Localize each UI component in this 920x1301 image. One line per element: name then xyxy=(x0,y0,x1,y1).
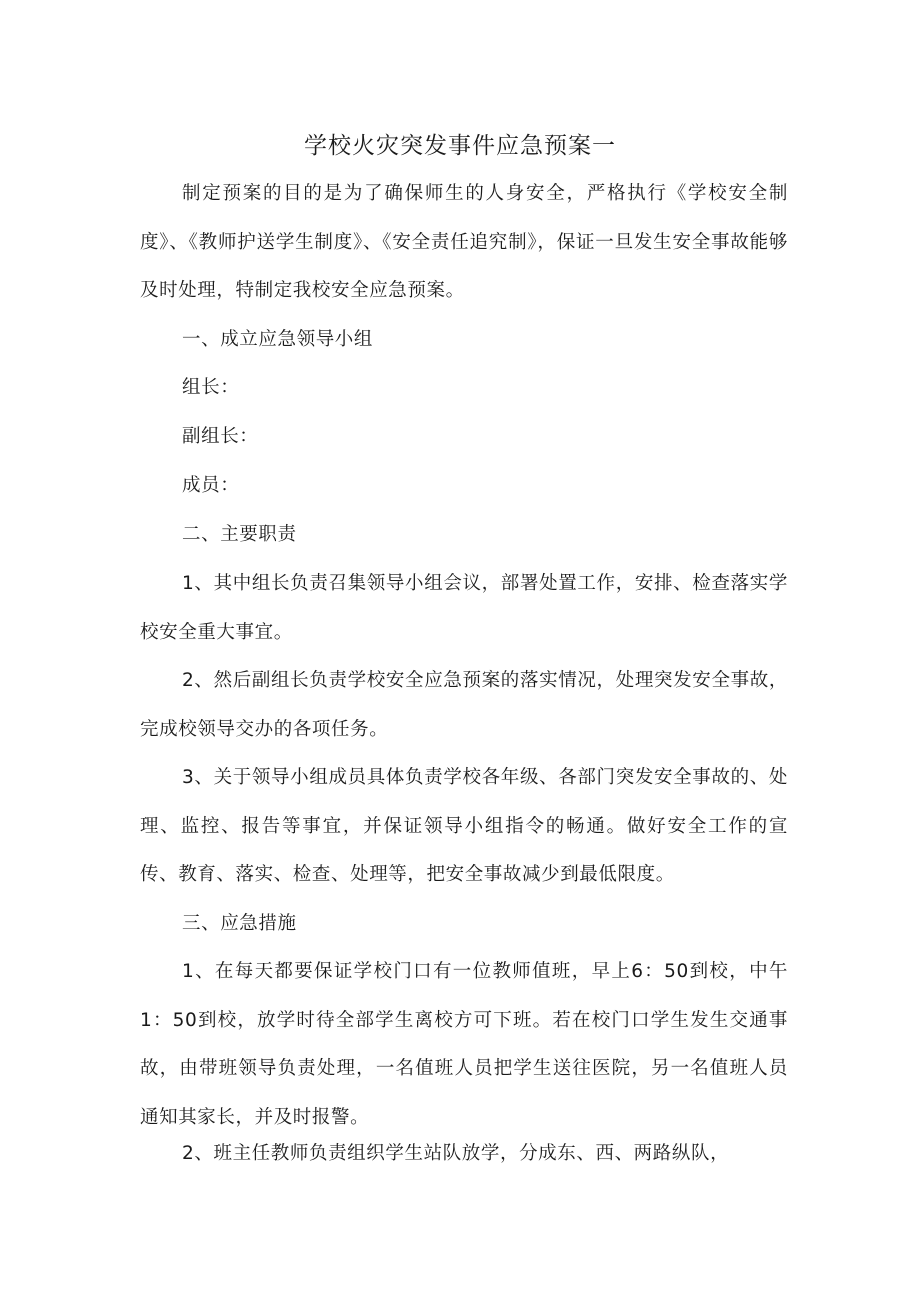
group-leader-line: 组长： xyxy=(182,377,240,398)
document-title: 学校火灾突发事件应急预案一 xyxy=(304,133,616,159)
section-heading-leadership-group: 一、成立应急领导小组 xyxy=(182,329,374,350)
duty-item-1: 1、其中组长负责召集领导小组会议，部署处置工作，安排、检查落实学校安全重大事宜。 xyxy=(140,573,788,643)
section-heading-main-duties: 二、主要职责 xyxy=(182,524,297,545)
deputy-leader-line: 副组长： xyxy=(182,426,259,447)
intro-paragraph: 制定预案的目的是为了确保师生的人身安全，严格执行《学校安全制度》、《教师护送学生制度》、《安全责任追究制》，保证一旦发生安全事故能够及时处理，特制定我校安全应急预案。 xyxy=(140,183,788,301)
duty-item-3: 3、关于领导小组成员具体负责学校各年级、各部门突发安全事故的、处理、监控、报告等事宜，并保证领导小组指令的畅通。做好安全工作的宣传、教育、落实、检查、处理等，把安全事故减少到最低限度。 xyxy=(140,767,788,885)
section-heading-emergency-measures: 三、应急措施 xyxy=(182,913,297,934)
measure-item-1: 1、在每天都要保证学校门口有一位教师值班，早上6：50到校，中午1：50到校，放学时待全部学生离校方可下班。若在校门口学生发生交通事故，由带班领导负责处理，一名值班人员把学生送往医院，另一名值班人员通知其家长，并及时报警。 xyxy=(140,961,788,1128)
duty-item-2: 2、然后副组长负责学校安全应急预案的落实情况，处理突发安全事故，完成校领导交办的各项任务。 xyxy=(140,670,788,740)
measure-item-2: 2、班主任教师负责组织学生站队放学，分成东、西、两路纵队， xyxy=(182,1143,730,1164)
members-line: 成员： xyxy=(182,475,240,496)
